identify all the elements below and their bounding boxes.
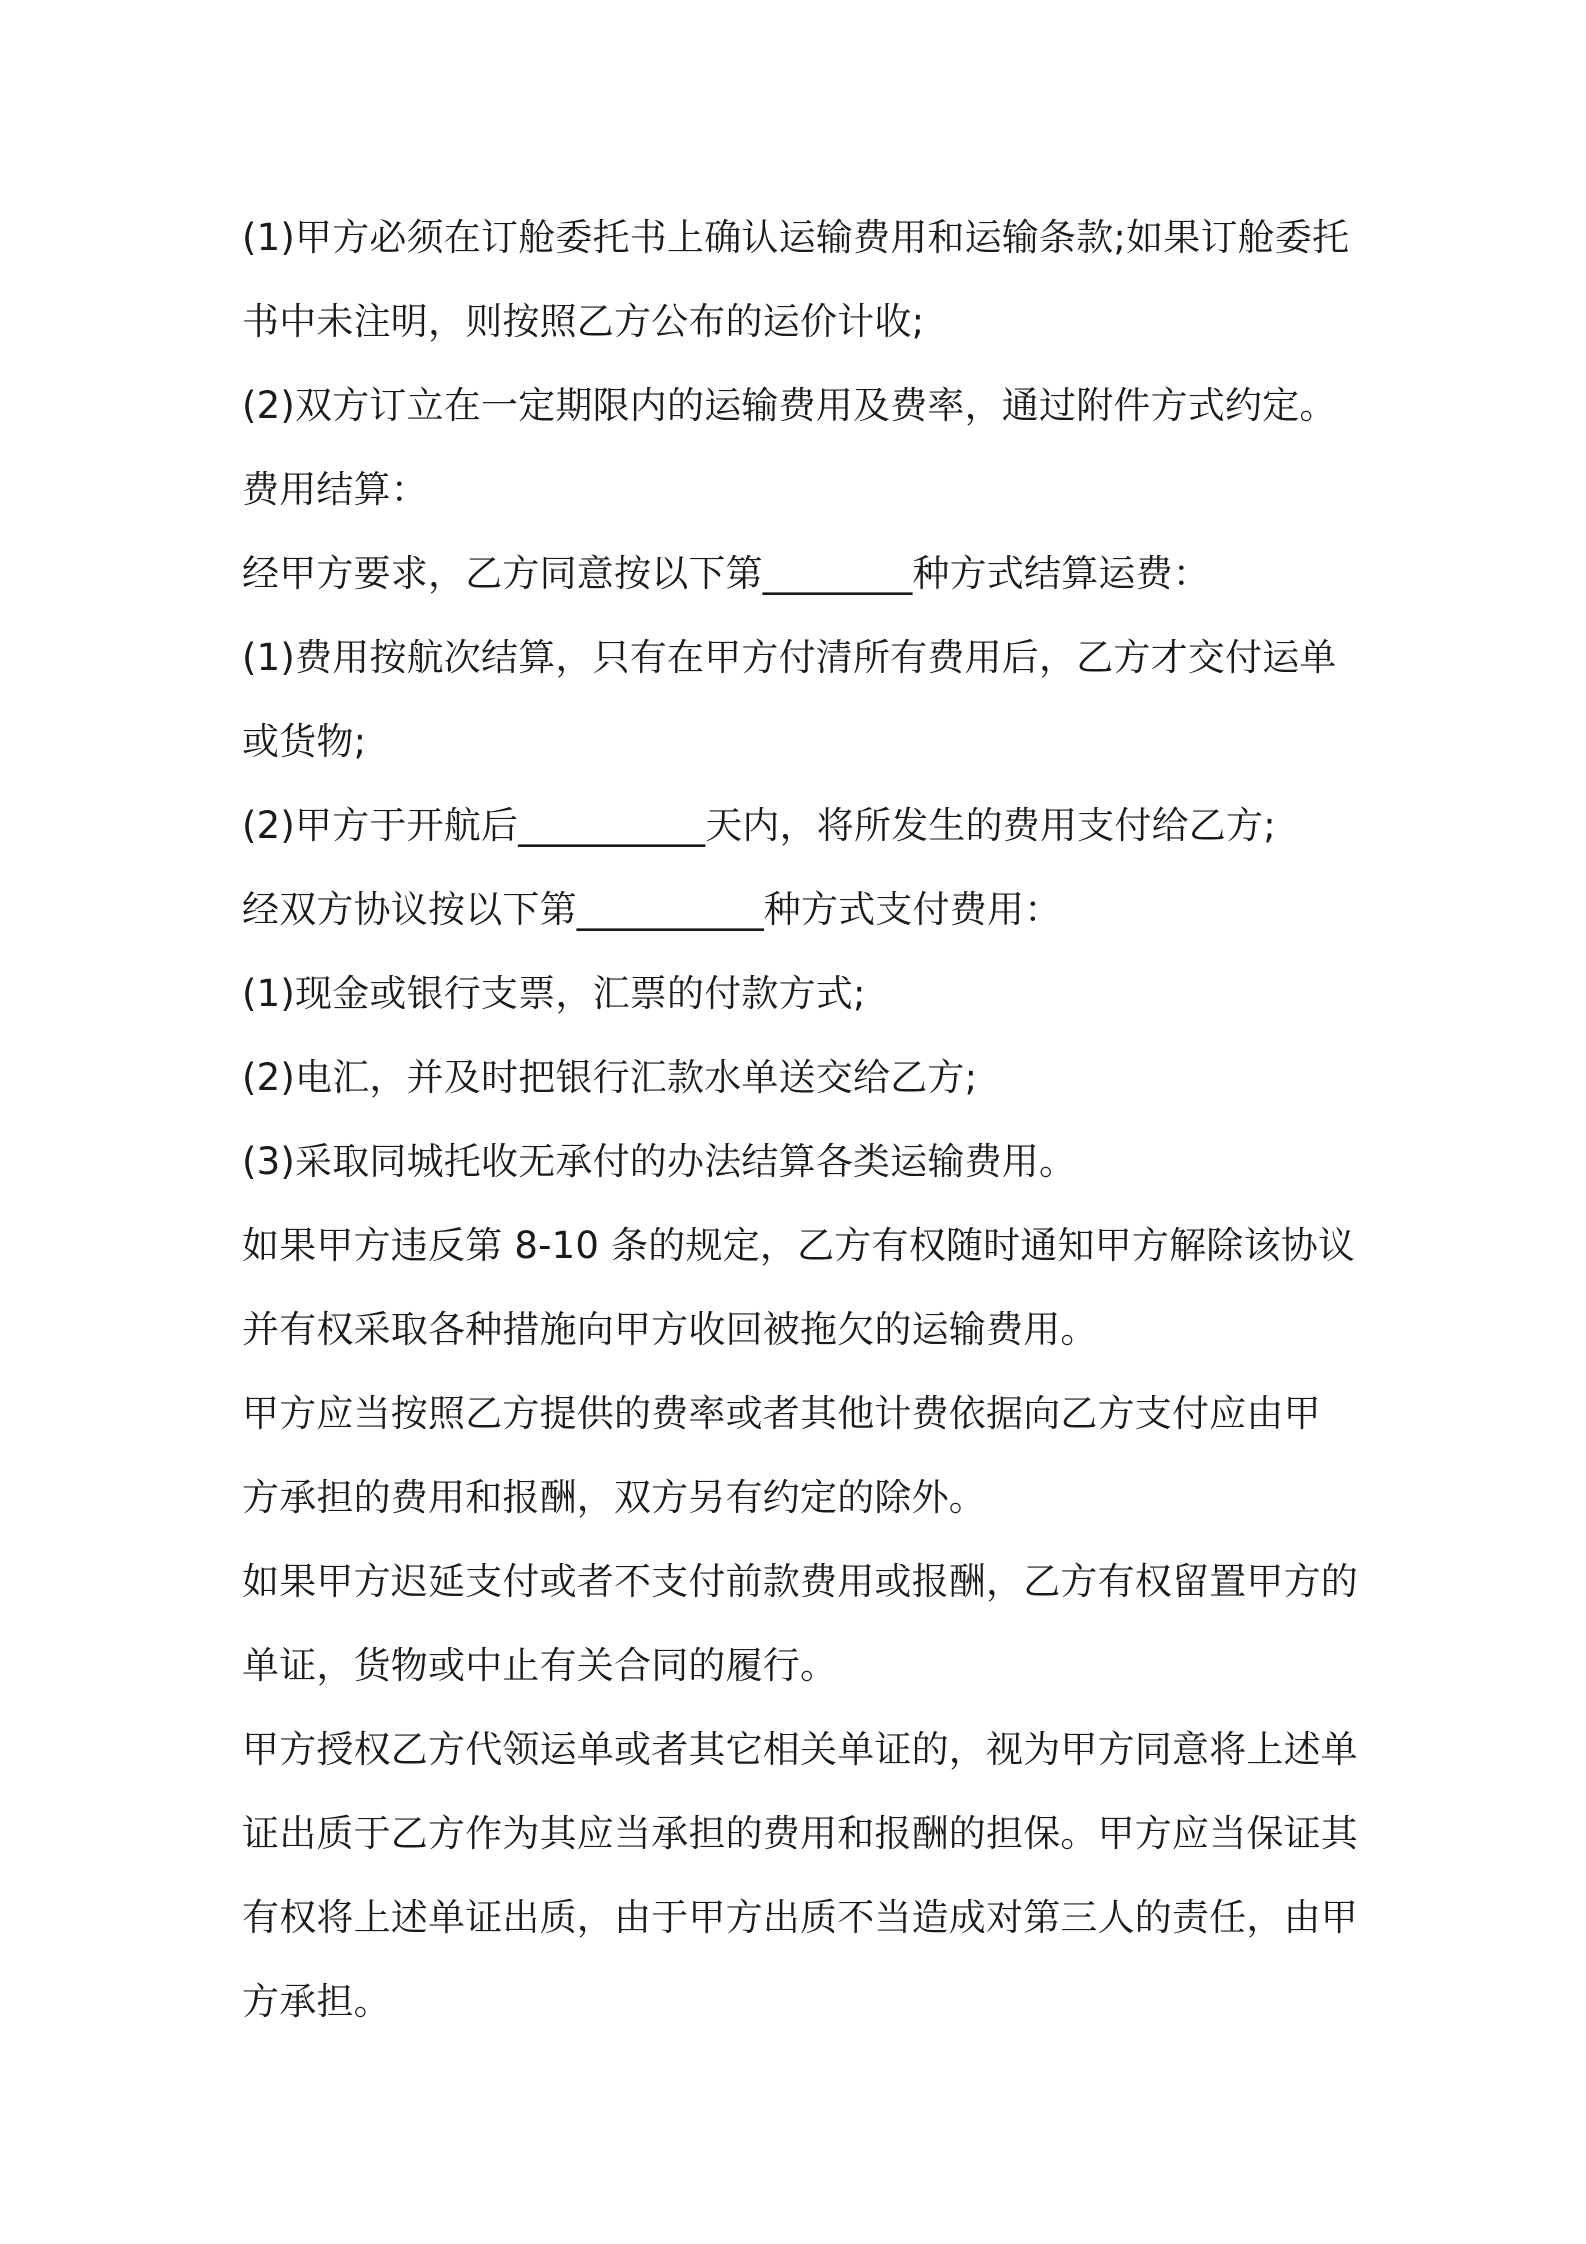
text-line: 书中未注明，则按照乙方公布的运价计收;: [242, 300, 925, 343]
text-line: (1)甲方必须在订舱委托书上确认运输费用和运输条款;如果订舱委托: [242, 216, 1350, 259]
text-line: 甲方授权乙方代领运单或者其它相关单证的，视为甲方同意将上述单: [242, 1728, 1358, 1771]
text-line: (1)现金或银行支票，汇票的付款方式;: [242, 972, 866, 1015]
section-heading: 费用结算：: [242, 468, 428, 511]
contract-text: [242, 196, 1362, 2044]
text-line: 并有权采取各种措施向甲方收回被拖欠的运输费用。: [242, 1308, 1098, 1351]
text-line: 如果甲方违反第 8-10 条的规定，乙方有权随时通知甲方解除该协议: [242, 1224, 1356, 1267]
text-line: 如果甲方迟延支付或者不支付前款费用或报酬，乙方有权留置甲方的: [242, 1560, 1358, 1603]
text-line: (3)采取同城托收无承付的办法结算各类运输费用。: [242, 1140, 1077, 1183]
text-line: 单证，货物或中止有关合同的履行。: [242, 1644, 838, 1687]
text-line: 或货物;: [242, 720, 367, 763]
text-line: 甲方应当按照乙方提供的费率或者其他计费依据向乙方支付应由甲: [242, 1392, 1321, 1435]
text-line: 证出质于乙方作为其应当承担的费用和报酬的担保。甲方应当保证其: [242, 1812, 1358, 1855]
text-line: 方承担的费用和报酬，双方另有约定的除外。: [242, 1476, 986, 1519]
text-line: 经双方协议按以下第__________种方式支付费用：: [242, 888, 1062, 931]
text-line: (2)甲方于开航后__________天内，将所发生的费用支付给乙方;: [242, 804, 1276, 847]
text-line: 有权将上述单证出质，由于甲方出质不当造成对第三人的责任，由甲: [242, 1896, 1358, 1939]
text-line: 方承担。: [242, 1980, 391, 2023]
text-line: (1)费用按航次结算，只有在甲方付清所有费用后，乙方才交付运单: [242, 636, 1337, 679]
text-line: (2)电汇，并及时把银行汇款水单送交给乙方;: [242, 1056, 978, 1099]
text-line: (2)双方订立在一定期限内的运输费用及费率，通过附件方式约定。: [242, 384, 1337, 427]
text-line: 经甲方要求，乙方同意按以下第________种方式结算运费：: [242, 552, 1210, 595]
